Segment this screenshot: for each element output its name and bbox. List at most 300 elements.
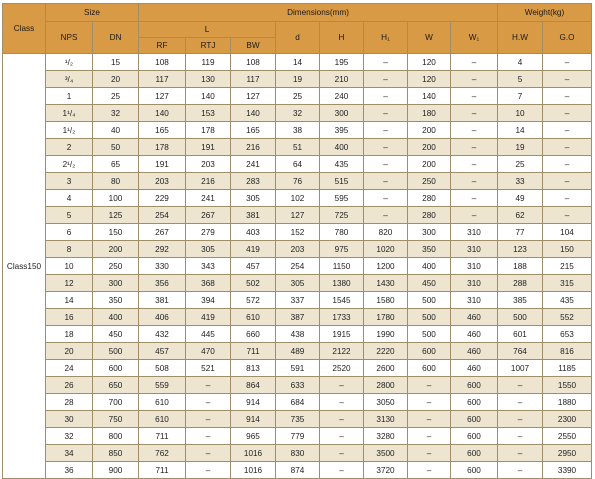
table-cell: ¹/₂	[46, 54, 93, 71]
header-w1: W₁	[451, 22, 498, 54]
table-cell: –	[320, 462, 364, 479]
table-cell: 178	[186, 122, 231, 139]
table-cell: 150	[543, 241, 592, 258]
table-cell: 914	[231, 411, 276, 428]
table-cell: 28	[46, 394, 93, 411]
table-cell: 1780	[364, 309, 408, 326]
table-cell: 254	[139, 207, 186, 224]
table-cell: 1007	[498, 360, 543, 377]
table-cell: 14	[498, 122, 543, 139]
table-cell: 130	[186, 71, 231, 88]
table-cell: 500	[408, 292, 451, 309]
table-cell: 780	[320, 224, 364, 241]
table-cell: 200	[408, 156, 451, 173]
table-cell: 1550	[543, 377, 592, 394]
table-cell: 1380	[320, 275, 364, 292]
table-cell: 395	[320, 122, 364, 139]
table-cell: 140	[186, 88, 231, 105]
table-cell: 1733	[320, 309, 364, 326]
table-cell: 403	[231, 224, 276, 241]
table-row	[3, 343, 592, 360]
table-cell: 711	[139, 462, 186, 479]
table-cell: 100	[93, 190, 139, 207]
table-cell: 10	[46, 258, 93, 275]
table-row	[3, 394, 592, 411]
table-cell: 711	[231, 343, 276, 360]
table-cell: 406	[139, 309, 186, 326]
table-cell: 210	[320, 71, 364, 88]
table-cell: –	[320, 428, 364, 445]
table-cell: 600	[93, 360, 139, 377]
table-cell: –	[186, 394, 231, 411]
table-cell: 33	[498, 173, 543, 190]
table-cell: 470	[186, 343, 231, 360]
table-cell: 20	[93, 71, 139, 88]
table-cell: –	[451, 122, 498, 139]
table-cell: 650	[93, 377, 139, 394]
table-cell: 2220	[364, 343, 408, 360]
table-cell: 779	[276, 428, 320, 445]
table-cell: –	[364, 190, 408, 207]
table-cell: 1430	[364, 275, 408, 292]
table-cell: –	[320, 445, 364, 462]
table-row	[3, 156, 592, 173]
table-cell: 572	[231, 292, 276, 309]
table-cell: 200	[408, 122, 451, 139]
table-cell: 764	[498, 343, 543, 360]
table-cell: 279	[186, 224, 231, 241]
table-cell: 104	[543, 224, 592, 241]
table-cell: 1150	[320, 258, 364, 275]
table-cell: 1	[46, 88, 93, 105]
table-cell: 3720	[364, 462, 408, 479]
table-cell: 188	[498, 258, 543, 275]
table-cell: 591	[276, 360, 320, 377]
table-cell: 12	[46, 275, 93, 292]
table-cell: –	[320, 377, 364, 394]
table-cell: 432	[139, 326, 186, 343]
header-h1: H₁	[364, 22, 408, 54]
table-cell: 180	[408, 105, 451, 122]
table-cell: 445	[186, 326, 231, 343]
table-cell: 330	[139, 258, 186, 275]
table-cell: 5	[498, 71, 543, 88]
table-cell: 600	[408, 343, 451, 360]
table-cell: 515	[320, 173, 364, 190]
table-cell: –	[364, 71, 408, 88]
table-cell: 76	[276, 173, 320, 190]
table-row	[3, 411, 592, 428]
table-cell: 725	[320, 207, 364, 224]
header-dn: DN	[93, 22, 139, 54]
table-row	[3, 275, 592, 292]
table-cell: –	[498, 428, 543, 445]
table-cell: 203	[276, 241, 320, 258]
table-cell: –	[408, 377, 451, 394]
table-cell: 601	[498, 326, 543, 343]
table-cell: 3500	[364, 445, 408, 462]
table-row	[3, 428, 592, 445]
table-cell: 254	[276, 258, 320, 275]
table-cell: –	[186, 445, 231, 462]
table-cell: 267	[186, 207, 231, 224]
table-cell: 240	[320, 88, 364, 105]
table-cell: 305	[231, 190, 276, 207]
table-cell: 2600	[364, 360, 408, 377]
table-cell: –	[543, 122, 592, 139]
table-cell: –	[451, 190, 498, 207]
table-cell: 1200	[364, 258, 408, 275]
table-cell: –	[543, 207, 592, 224]
table-cell: 2¹/₂	[46, 156, 93, 173]
table-cell: 203	[139, 173, 186, 190]
table-cell: 595	[320, 190, 364, 207]
table-cell: 735	[276, 411, 320, 428]
table-cell: –	[408, 428, 451, 445]
table-cell: 140	[139, 105, 186, 122]
table-cell: 310	[451, 292, 498, 309]
table-cell: –	[186, 411, 231, 428]
table-cell: 419	[231, 241, 276, 258]
table-cell: 633	[276, 377, 320, 394]
table-cell: 229	[139, 190, 186, 207]
table-cell: 49	[498, 190, 543, 207]
table-cell: 241	[186, 190, 231, 207]
table-cell: 460	[451, 343, 498, 360]
table-cell: 215	[543, 258, 592, 275]
header-h: H	[320, 22, 364, 54]
table-cell: –	[451, 71, 498, 88]
table-row	[3, 309, 592, 326]
table-cell: 850	[93, 445, 139, 462]
table-cell: 310	[451, 224, 498, 241]
table-cell: 337	[276, 292, 320, 309]
table-cell: 123	[498, 241, 543, 258]
table-cell: 216	[231, 139, 276, 156]
table-cell: 108	[139, 54, 186, 71]
table-cell: 216	[186, 173, 231, 190]
table-cell: 559	[139, 377, 186, 394]
table-cell: 153	[186, 105, 231, 122]
table-cell: 80	[93, 173, 139, 190]
table-cell: –	[498, 377, 543, 394]
table-cell: 489	[276, 343, 320, 360]
table-cell: 1020	[364, 241, 408, 258]
table-cell: 195	[320, 54, 364, 71]
table-cell: 350	[408, 241, 451, 258]
table-cell: –	[364, 139, 408, 156]
table-cell: 10	[498, 105, 543, 122]
table-cell: 19	[498, 139, 543, 156]
table-cell: 368	[186, 275, 231, 292]
table-cell: 140	[408, 88, 451, 105]
table-cell: –	[451, 54, 498, 71]
table-cell: 152	[276, 224, 320, 241]
table-cell: 191	[139, 156, 186, 173]
table-cell: 552	[543, 309, 592, 326]
table-cell: 385	[498, 292, 543, 309]
table-cell: 1¹/₄	[46, 105, 93, 122]
table-cell: 315	[543, 275, 592, 292]
table-cell: 1¹/₂	[46, 122, 93, 139]
table-cell: 660	[231, 326, 276, 343]
table-cell: 300	[408, 224, 451, 241]
table-cell: 50	[93, 139, 139, 156]
table-cell: –	[186, 377, 231, 394]
table-cell: 610	[139, 411, 186, 428]
table-cell: –	[408, 411, 451, 428]
table-cell: 51	[276, 139, 320, 156]
table-cell: 435	[320, 156, 364, 173]
table-cell: 250	[408, 173, 451, 190]
table-cell: 600	[451, 445, 498, 462]
table-row	[3, 139, 592, 156]
table-cell: –	[543, 173, 592, 190]
class-label: Class150	[3, 54, 46, 479]
table-cell: –	[186, 428, 231, 445]
table-cell: 19	[276, 71, 320, 88]
table-row	[3, 258, 592, 275]
table-cell: 1185	[543, 360, 592, 377]
table-cell: 283	[231, 173, 276, 190]
table-cell: 102	[276, 190, 320, 207]
table-cell: 435	[543, 292, 592, 309]
table-cell: 310	[451, 275, 498, 292]
table-cell: 30	[46, 411, 93, 428]
table-cell: 127	[139, 88, 186, 105]
table-cell: 300	[320, 105, 364, 122]
table-cell: 394	[186, 292, 231, 309]
table-cell: 8	[46, 241, 93, 258]
table-cell: 310	[451, 241, 498, 258]
table-cell: –	[451, 173, 498, 190]
table-cell: 813	[231, 360, 276, 377]
header-dimensions: Dimensions(mm)	[139, 4, 498, 22]
table-cell: 117	[139, 71, 186, 88]
table-cell: –	[364, 207, 408, 224]
table-cell: 600	[451, 428, 498, 445]
table-cell: –	[364, 54, 408, 71]
table-cell: 32	[46, 428, 93, 445]
table-cell: –	[408, 462, 451, 479]
table-cell: 400	[408, 258, 451, 275]
valve-dimensions-table	[2, 3, 592, 479]
table-cell: 125	[93, 207, 139, 224]
table-row	[3, 122, 592, 139]
table-cell: 65	[93, 156, 139, 173]
table-cell: 3390	[543, 462, 592, 479]
table-cell: 6	[46, 224, 93, 241]
table-cell: 381	[231, 207, 276, 224]
table-cell: 3280	[364, 428, 408, 445]
table-cell: 292	[139, 241, 186, 258]
table-row	[3, 105, 592, 122]
table-cell: 25	[276, 88, 320, 105]
table-cell: 14	[276, 54, 320, 71]
table-cell: 2	[46, 139, 93, 156]
table-cell: 816	[543, 343, 592, 360]
table-cell: 381	[139, 292, 186, 309]
header-nps: NPS	[46, 22, 93, 54]
table-cell: 1580	[364, 292, 408, 309]
table-cell: 600	[451, 411, 498, 428]
table-cell: 2520	[320, 360, 364, 377]
header-go: G.O	[543, 22, 592, 54]
table-cell: 400	[93, 309, 139, 326]
table-cell: –	[364, 88, 408, 105]
table-cell: 108	[231, 54, 276, 71]
table-cell: 165	[231, 122, 276, 139]
table-cell: –	[320, 411, 364, 428]
table-cell: 24	[46, 360, 93, 377]
table-cell: 600	[408, 360, 451, 377]
table-cell: 830	[276, 445, 320, 462]
table-cell: 267	[139, 224, 186, 241]
header-class: Class	[3, 4, 46, 54]
table-cell: 521	[186, 360, 231, 377]
table-cell: 400	[320, 139, 364, 156]
table-cell: 500	[498, 309, 543, 326]
table-row	[3, 190, 592, 207]
table-cell: 419	[186, 309, 231, 326]
table-cell: 508	[139, 360, 186, 377]
table-cell: 460	[451, 360, 498, 377]
table-cell: 26	[46, 377, 93, 394]
table-cell: 241	[231, 156, 276, 173]
table-cell: –	[451, 207, 498, 224]
table-cell: 900	[93, 462, 139, 479]
table-cell: 450	[93, 326, 139, 343]
table-row	[3, 462, 592, 479]
table-cell: –	[451, 156, 498, 173]
table-cell: 500	[93, 343, 139, 360]
table-row	[3, 88, 592, 105]
table-cell: 874	[276, 462, 320, 479]
table-cell: 684	[276, 394, 320, 411]
table-cell: 280	[408, 190, 451, 207]
table-cell: –	[543, 105, 592, 122]
table-cell: –	[320, 394, 364, 411]
table-cell: 600	[451, 462, 498, 479]
table-cell: 4	[46, 190, 93, 207]
table-cell: 864	[231, 377, 276, 394]
table-cell: 3050	[364, 394, 408, 411]
table-cell: –	[543, 88, 592, 105]
table-cell: 975	[320, 241, 364, 258]
table-cell: 15	[93, 54, 139, 71]
table-cell: 280	[408, 207, 451, 224]
table-row	[3, 54, 592, 71]
table-cell: 5	[46, 207, 93, 224]
table-cell: 500	[408, 309, 451, 326]
table-cell: 2950	[543, 445, 592, 462]
header-l: L	[139, 22, 276, 38]
table-cell: 7	[498, 88, 543, 105]
table-cell: –	[543, 190, 592, 207]
table-cell: 14	[46, 292, 93, 309]
table-cell: 32	[93, 105, 139, 122]
table-row	[3, 173, 592, 190]
table-cell: –	[451, 88, 498, 105]
table-cell: 356	[139, 275, 186, 292]
table-cell: 150	[93, 224, 139, 241]
table-row	[3, 377, 592, 394]
header-rf: RF	[139, 38, 186, 54]
table-cell: 1016	[231, 462, 276, 479]
table-cell: 203	[186, 156, 231, 173]
table-cell: 387	[276, 309, 320, 326]
table-cell: 610	[139, 394, 186, 411]
table-body	[3, 54, 592, 479]
table-cell: –	[408, 445, 451, 462]
table-cell: 310	[451, 258, 498, 275]
table-cell: –	[498, 394, 543, 411]
table-cell: 305	[186, 241, 231, 258]
table-cell: –	[543, 54, 592, 71]
table-cell: 750	[93, 411, 139, 428]
table-row	[3, 71, 592, 88]
table-cell: 120	[408, 71, 451, 88]
table-cell: 2122	[320, 343, 364, 360]
table-row	[3, 326, 592, 343]
header-weight: Weight(kg)	[498, 4, 592, 22]
table-cell: –	[364, 173, 408, 190]
table-cell: –	[364, 105, 408, 122]
header-hw: H.W	[498, 22, 543, 54]
table-cell: 305	[276, 275, 320, 292]
table-cell: 762	[139, 445, 186, 462]
table-row	[3, 445, 592, 462]
table-cell: 191	[186, 139, 231, 156]
table-cell: 127	[276, 207, 320, 224]
table-cell: –	[543, 71, 592, 88]
table-cell: –	[451, 105, 498, 122]
table-cell: 200	[408, 139, 451, 156]
table-cell: 16	[46, 309, 93, 326]
table-cell: 1545	[320, 292, 364, 309]
table-cell: 820	[364, 224, 408, 241]
table-cell: –	[364, 122, 408, 139]
table-cell: 25	[93, 88, 139, 105]
table-cell: 20	[46, 343, 93, 360]
table-row	[3, 207, 592, 224]
table-cell: 457	[139, 343, 186, 360]
table-row	[3, 241, 592, 258]
table-cell: 3	[46, 173, 93, 190]
header-rtj: RTJ	[186, 38, 231, 54]
table-cell: 32	[276, 105, 320, 122]
table-cell: 460	[451, 326, 498, 343]
table-cell: 250	[93, 258, 139, 275]
table-cell: 77	[498, 224, 543, 241]
table-cell: 119	[186, 54, 231, 71]
table-cell: 610	[231, 309, 276, 326]
table-cell: 800	[93, 428, 139, 445]
table-cell: 36	[46, 462, 93, 479]
table-cell: 600	[451, 377, 498, 394]
table-cell: 1915	[320, 326, 364, 343]
table-cell: 40	[93, 122, 139, 139]
table-cell: –	[451, 139, 498, 156]
table-cell: 117	[231, 71, 276, 88]
table-cell: 200	[93, 241, 139, 258]
table-row	[3, 292, 592, 309]
table-cell: 34	[46, 445, 93, 462]
table-cell: 500	[408, 326, 451, 343]
table-cell: 653	[543, 326, 592, 343]
table-cell: 140	[231, 105, 276, 122]
table-cell: –	[408, 394, 451, 411]
